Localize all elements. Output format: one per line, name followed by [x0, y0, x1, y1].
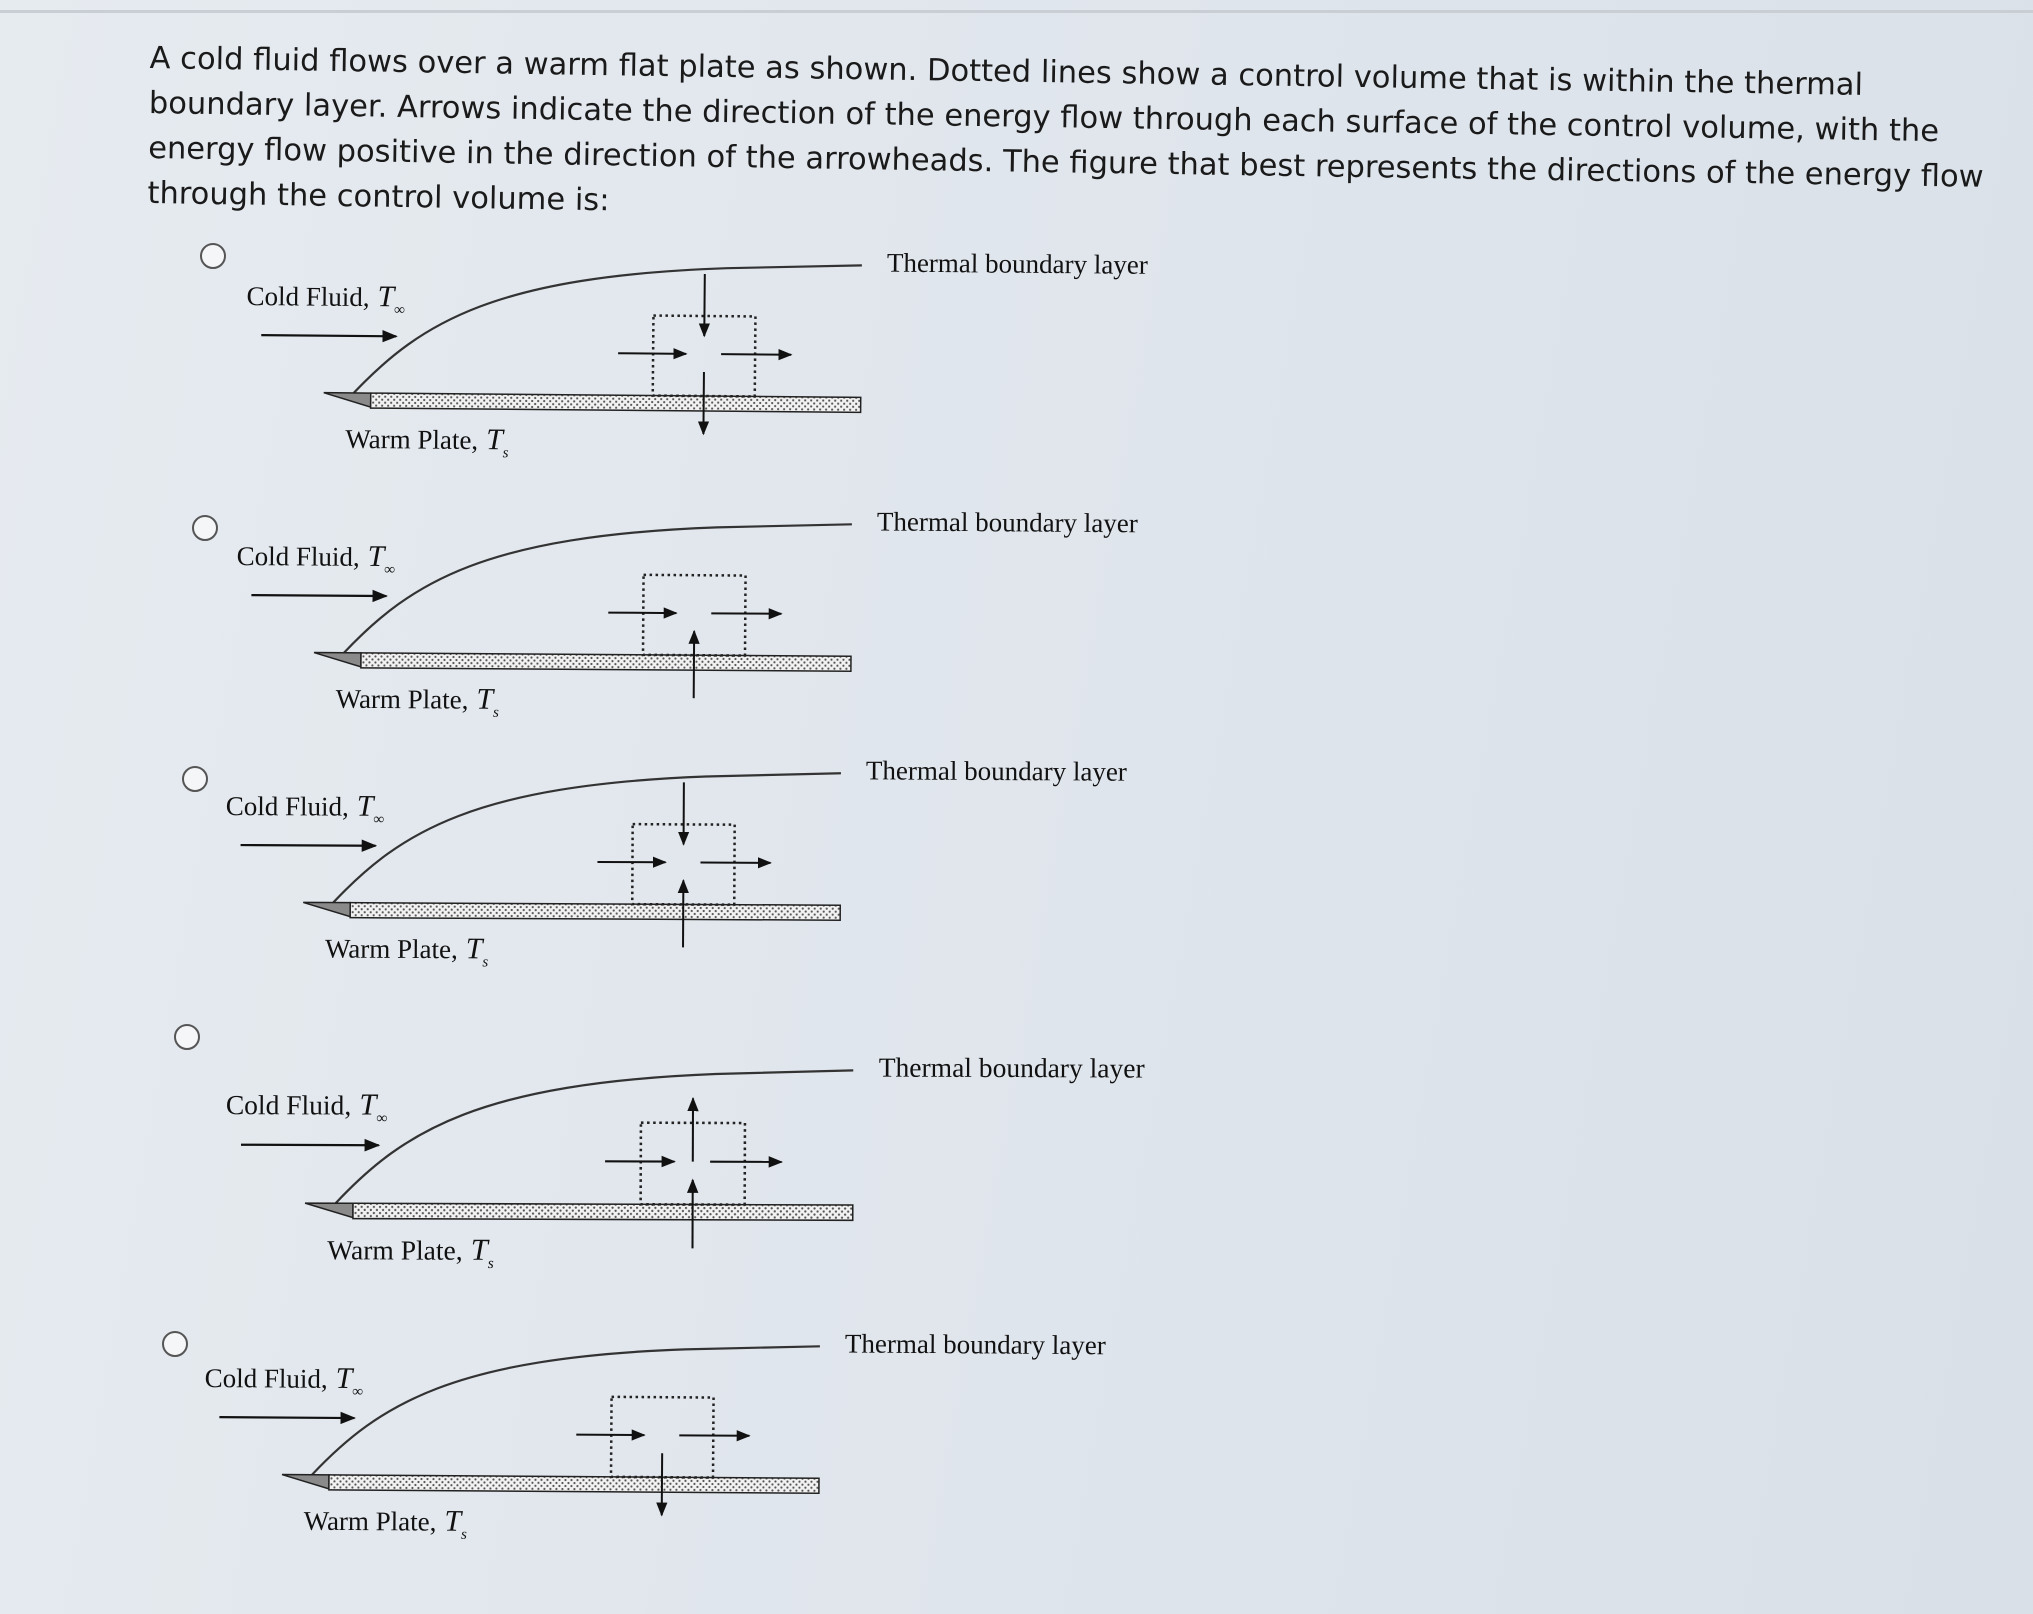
flow-arrow	[219, 1417, 354, 1418]
bottom-energy-arrow	[703, 372, 704, 434]
warm-plate	[361, 653, 851, 671]
cold-fluid-label: Cold Fluid, $T_\infty$	[225, 1087, 388, 1127]
top-energy-arrow	[704, 274, 705, 336]
flow-arrow	[251, 595, 386, 596]
option-2-radio[interactable]	[192, 515, 218, 541]
warm-plate-label: Warm Plate, $T_s$	[324, 932, 489, 971]
option-3-radio[interactable]	[182, 766, 208, 792]
cold-fluid-label: Cold Fluid, $T_\infty$	[225, 789, 385, 828]
option-5-radio[interactable]	[162, 1331, 188, 1357]
thermal-boundary-layer-label: Thermal boundary layer	[876, 506, 1138, 539]
question-text: A cold fluid flows over a warm flat plate as shown. Dotted lines show a control volume that is within the thermal boundary layer. Arrows indicate the direction of the energy flow through each surface of the control volume, with the energy flow positive in the direction of the arrowheads. The figure that best represents the directions of the energy flow through the control volume is:	[147, 40, 1984, 219]
right-energy-arrow	[721, 354, 791, 355]
cold-fluid-label: Cold Fluid, $T_\infty$	[236, 539, 396, 579]
plate-tip	[324, 393, 371, 407]
plate-figure-2	[235, 506, 1217, 747]
warm-plate-label: Warm Plate, $T_s$	[327, 1232, 494, 1273]
boundary-layer-curve	[336, 1069, 854, 1205]
warm-plate	[350, 903, 840, 921]
warm-plate-label: Warm Plate, $T_s$	[303, 1504, 467, 1543]
left-energy-arrow	[618, 353, 686, 354]
boundary-layer-curve	[354, 261, 862, 397]
option-1-radio[interactable]	[200, 243, 226, 269]
plate-tip	[303, 902, 350, 916]
thermal-boundary-layer-label: Thermal boundary layer	[886, 247, 1148, 280]
warm-plate	[329, 1475, 819, 1493]
plate-tip	[305, 1203, 353, 1217]
warm-plate	[353, 1203, 853, 1220]
warm-plate-label: Warm Plate, $T_s$	[335, 682, 499, 721]
cold-fluid-label: Cold Fluid, $T_\infty$	[246, 280, 405, 319]
plate-figure-1	[245, 247, 1227, 489]
top-divider	[0, 10, 2033, 13]
thermal-boundary-layer-label: Thermal boundary layer	[865, 755, 1127, 787]
boundary-layer-curve	[312, 1343, 820, 1479]
thermal-boundary-layer-label: Thermal boundary layer	[844, 1328, 1106, 1361]
plate-figure-4	[225, 1051, 1225, 1296]
plate-tip	[314, 653, 361, 667]
boundary-layer-curve	[344, 521, 852, 657]
warm-plate	[371, 393, 861, 412]
option-4-radio[interactable]	[174, 1024, 200, 1050]
warm-plate-label: Warm Plate, $T_s$	[345, 423, 509, 462]
plate-tip	[282, 1475, 329, 1489]
plate-figure-5	[203, 1328, 1185, 1569]
thermal-boundary-layer-label: Thermal boundary layer	[878, 1051, 1145, 1084]
plate-figure-3	[225, 755, 1206, 995]
flow-arrow	[241, 845, 376, 846]
cold-fluid-label: Cold Fluid, $T_\infty$	[204, 1361, 364, 1401]
flow-arrow	[261, 335, 396, 336]
boundary-layer-curve	[333, 771, 841, 906]
